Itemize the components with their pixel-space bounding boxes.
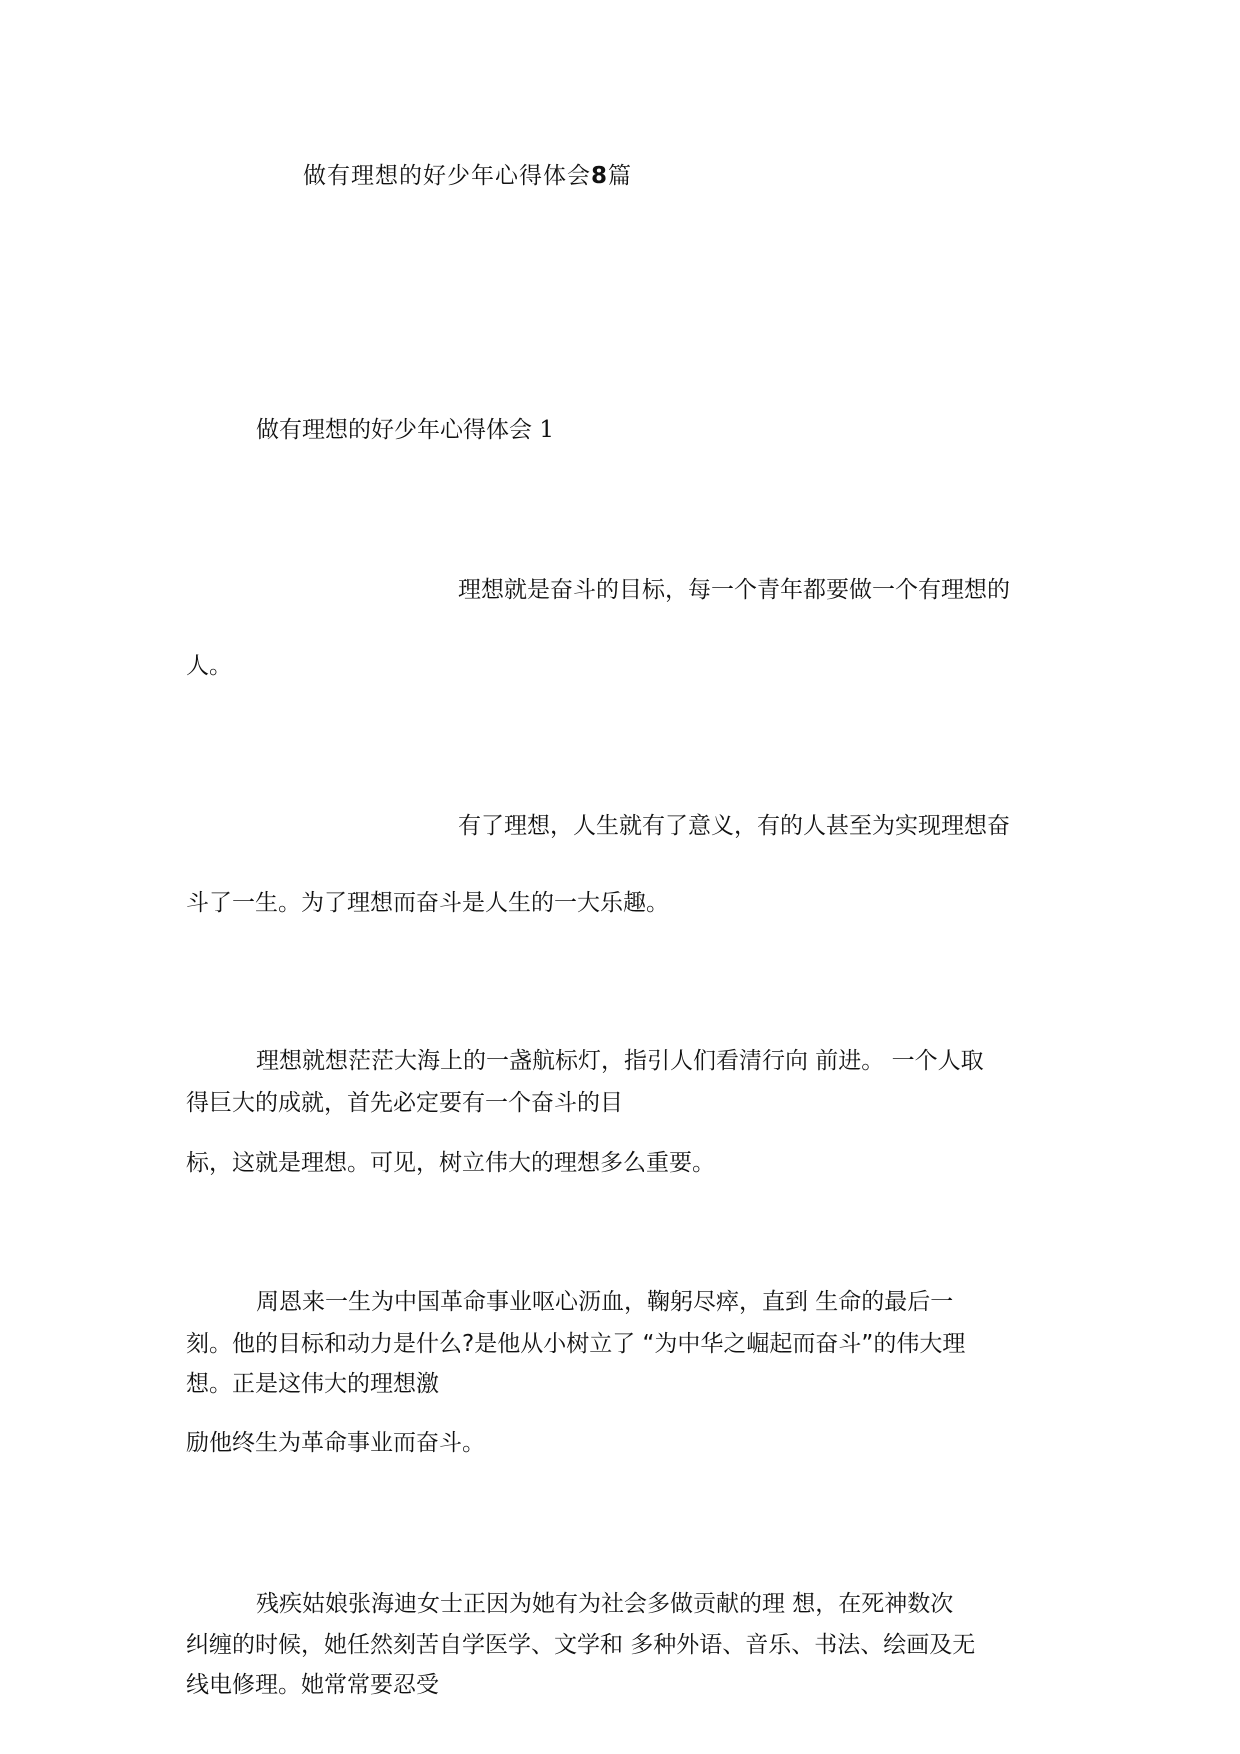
paragraph-line: 人。 — [186, 653, 232, 679]
section-heading-text: 做有理想的好少年心得体会 — [256, 417, 532, 443]
title-suffix: 篇 — [608, 163, 633, 189]
title-number: 8 — [591, 163, 609, 189]
paragraph-line: 得巨大的成就，首先必定要有一个奋斗的目 — [186, 1090, 623, 1116]
paragraph-line: 残疾姑娘张海迪女士正因为她有为社会多做贡献的理 想，在死神数次 — [256, 1591, 954, 1617]
paragraph-line: 斗了一生。为了理想而奋斗是人生的一大乐趣。 — [186, 890, 669, 916]
paragraph-line: 理想就想茫茫大海上的一盏航标灯，指引人们看清行向 前进。 一个人取 — [256, 1048, 984, 1074]
paragraph-line: 励他终生为革命事业而奋斗。 — [186, 1430, 485, 1456]
section-heading — [256, 412, 554, 448]
section-heading-number: 1 — [539, 417, 554, 443]
paragraph-line: 周恩来一生为中国革命事业呕心沥血，鞠躬尽瘁，直到 生命的最后一 — [256, 1289, 954, 1315]
paragraph-line: 有了理想，人生就有了意义，有的人甚至为实现理想奋 — [458, 813, 1010, 839]
paragraph-line: 纠缠的时候，她任然刻苦自学医学、文学和 多种外语、音乐、书法、绘画及无 — [186, 1632, 976, 1658]
paragraph-line: 想。正是这伟大的理想激 — [186, 1371, 439, 1397]
paragraph-line: 线电修理。她常常要忍受 — [186, 1672, 439, 1698]
document-title — [303, 158, 632, 194]
paragraph-line: 标，这就是理想。可见，树立伟大的理想多么重要。 — [186, 1150, 715, 1176]
title-text: 做有理想的好少年心得体会 — [303, 163, 591, 189]
paragraph-line: 理想就是奋斗的目标，每一个青年都要做一个有理想的 — [458, 577, 1010, 603]
paragraph-line: 刻。他的目标和动力是什么?是他从小树立了 “为中华之崛起而奋斗”的伟大理 — [186, 1331, 966, 1357]
